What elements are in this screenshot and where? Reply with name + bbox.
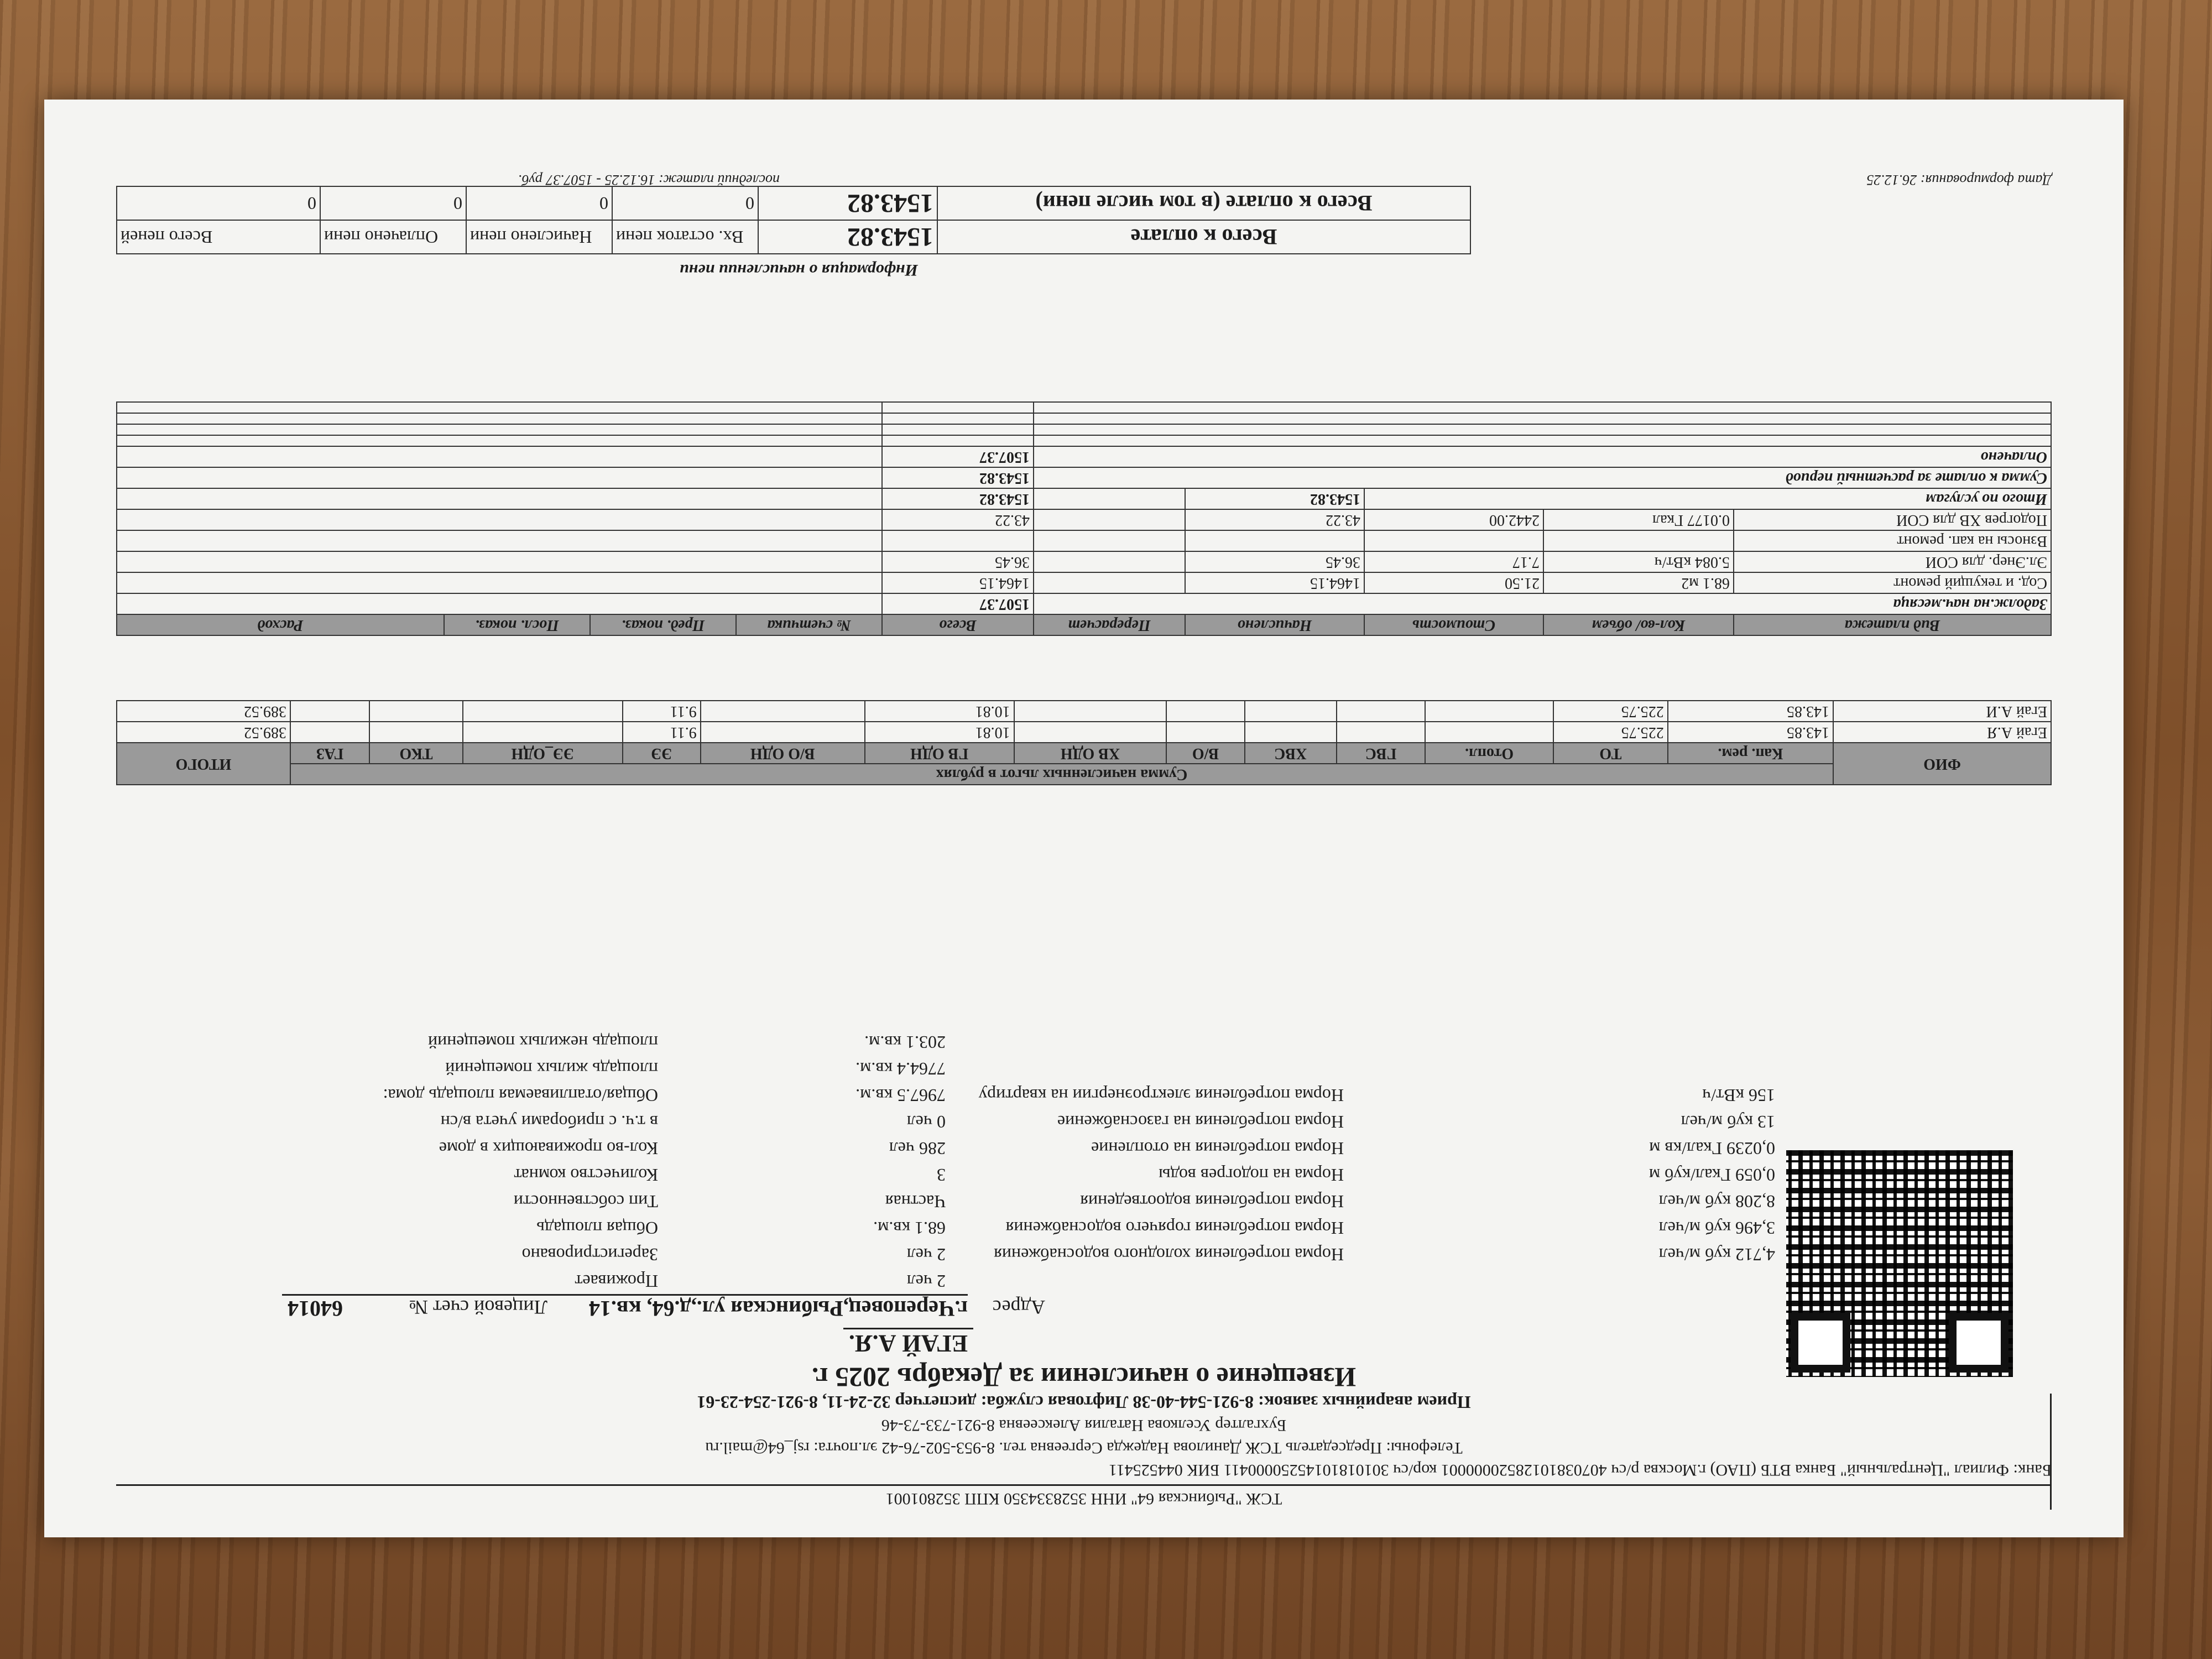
debt-row: Задолж.на нач.месяца 1507.37 <box>117 593 2051 614</box>
col-header: Кол-во/ объем <box>1543 614 1734 635</box>
col-header: ГВС <box>1337 743 1426 764</box>
org-name: ТСЖ "Рыбинская 64" ИНН 3528334350 КПП 352801001 <box>885 1490 1282 1508</box>
qr-code-icon <box>1786 1150 2013 1377</box>
owner-name: ЕГАЙ А.Я. <box>843 1328 973 1358</box>
col-header: ХВ ОДН <box>1014 743 1167 764</box>
col-header: Вид платежа <box>1734 614 2051 635</box>
formed-label: Дата формирования: <box>1920 172 2052 188</box>
col-header: Расход <box>117 614 444 635</box>
param-row: Общая площадь 68.1 кв.м. Норма потребления горячего водоснабжения 3,496 куб м/чел <box>536 1218 1775 1238</box>
col-header: Пред. показ. <box>590 614 736 635</box>
col-header: ГАЗ <box>290 743 369 764</box>
bank-details: Банк: Филиал "Центральный" Банка ВТБ (ПАО) г.Москва р/сч 40703810128520000001 кор/сч 30101810145250000411 БИК 044525411 <box>1108 1461 2052 1480</box>
param-row: Тип собственности Частная Норма потребления водоотведения 8,208 куб м/чел <box>513 1192 1775 1212</box>
address-label: Адрес <box>992 1296 1045 1318</box>
table-row: Сод. и текущий ремонт 68.1 м2 21.50 1464.15 1464.15 <box>117 572 2051 593</box>
empty-row <box>117 413 2051 424</box>
col-header: Посл. показ. <box>444 614 590 635</box>
account-number: 64014 <box>282 1294 348 1322</box>
col-header: ГВ ОДН <box>865 743 1014 764</box>
param-row: Количество комнат 3 Норма на подогрев воды 0,059 Гкал/куб м <box>514 1165 1775 1185</box>
col-header: ТО <box>1553 743 1668 764</box>
col-header: Перерасчет <box>1034 614 1185 635</box>
empty-row <box>117 402 2051 413</box>
paid-row: Оплачено 1507.37 <box>117 446 2051 467</box>
param-row: Кол-во проживающих в доме 286 чел Норма потребления на отопление 0,0239 Гкал/кв м <box>439 1139 1775 1159</box>
col-header: ХВС <box>1245 743 1337 764</box>
apartment-params <box>171 1026 1775 1291</box>
table-row: Егай А.И 143.85 225.75 10.81 9.11 389.52 <box>117 701 2051 722</box>
empty-row <box>117 424 2051 435</box>
param-row: Зарегистрировано 2 чел Норма потребления холодного водоснабжения 4,712 куб м/чел <box>521 1245 1775 1265</box>
col-header: Стоимость <box>1364 614 1543 635</box>
peni-title: Информация о начислении пени <box>680 261 918 279</box>
org-header <box>116 1390 2052 1510</box>
last-payment-label: последний платеж: <box>658 172 780 188</box>
itogo-row: Итого по услугам 1543.82 1543.82 <box>117 488 2051 509</box>
table-row: Подогрев ХВ для СОИ 0.0177 Гкал 2442.00 43.22 43.22 <box>117 509 2051 530</box>
emergency-line: Прием аварийных заявок: 8-921-544-40-38 Лифтовая служба: диспетчер 32-24-11, 8-921-254-23-61 <box>697 1392 1471 1412</box>
header-divider <box>116 1485 2052 1486</box>
col-header: ТКО <box>369 743 462 764</box>
param-row: площадь нежилых помещений 203.1 кв.м. <box>427 1032 946 1052</box>
account-label: Лицевой счет № <box>409 1296 547 1318</box>
param-row: площадь жилых помещений 7764.4 кв.м. <box>445 1059 946 1079</box>
table-row: Всего к оплате (в том числе пени) 1543.82 0 0 0 0 <box>117 186 1470 220</box>
accountant: Бухгалтер Уселкова Наталия Алексеевна 8-921-733-73-46 <box>881 1416 1287 1435</box>
page-title: Извещение о начислении за Декабрь 2025 г. <box>811 1362 1357 1393</box>
phones: Телефоны: Председатель ТСЖ Данилова Надежда Сергеевна тел. 8-953-502-76-42 эл.почта: rsj_64@mail.ru <box>705 1439 1463 1457</box>
total-header: ИТОГО <box>117 743 290 785</box>
period-row: Сумма к оплате за расчетный период 1543.82 <box>117 467 2051 488</box>
empty-row <box>117 435 2051 446</box>
address: г.Череповец,Рыбинская ул.,д.64, кв.14 <box>304 1294 968 1322</box>
table-row: Взносы на кап. ремонт <box>117 530 2051 551</box>
invoice-paper <box>44 100 2124 1537</box>
left-divider <box>2050 1394 2052 1510</box>
benefits-table <box>116 700 2052 785</box>
benefits-group-header: Сумма начисленных льгот в рублях <box>290 764 1833 785</box>
param-row: Общая/отапливаемая площадь дома: 7967.5 кв.м. Норма потребления электроэнергии на квартиру 156 кВт/ч <box>383 1086 1775 1105</box>
formed-date: 26.12.25 <box>1866 172 1917 188</box>
table-row: Егай А.Я 143.85 225.75 10.81 9.11 389.52 <box>117 722 2051 743</box>
last-payment: 16.12.25 - 1507.37 руб. <box>518 172 655 188</box>
invoice-content <box>116 172 2052 1510</box>
services-table <box>116 401 2052 636</box>
param-row: в т.ч. с приборами учета в/сн 0 чел Норма потребления на газоснабжение 13 куб м/чел <box>440 1112 1775 1132</box>
param-row: Проживает 2 чел <box>575 1271 946 1291</box>
col-header: ЭЭ_ОДН <box>463 743 623 764</box>
col-header: Начислено <box>1185 614 1364 635</box>
col-header: ЭЭ <box>623 743 701 764</box>
table-row: Всего к оплате 1543.82 Вх. остаток пени Начислено пени Оплачено пени Всего пеней <box>117 220 1470 254</box>
col-header: В/О <box>1166 743 1244 764</box>
fio-header: ФИО <box>1833 743 2051 785</box>
peni-table <box>116 186 1471 254</box>
col-header: В/О ОДН <box>701 743 865 764</box>
table-row: Эл.Энер. для СОИ 5.084 кВт/ч 7.17 36.45 36.45 <box>117 551 2051 572</box>
col-header: Отопл. <box>1425 743 1553 764</box>
col-header: № счетчика <box>736 614 882 635</box>
col-header: Кап. рем. <box>1668 743 1833 764</box>
col-header: Всего <box>882 614 1034 635</box>
